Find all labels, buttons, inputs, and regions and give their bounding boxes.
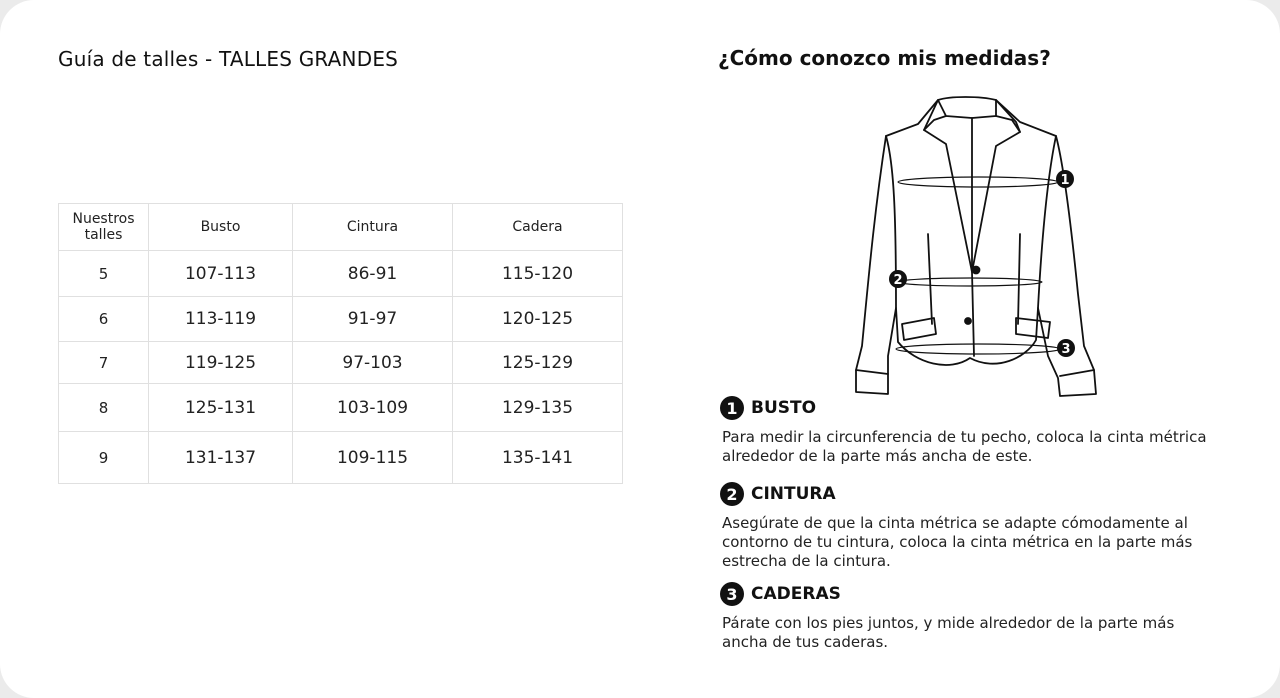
header-bust: Busto	[149, 204, 293, 251]
jacket-front-line	[972, 272, 974, 356]
size-cell: 9	[59, 432, 149, 484]
waist-section	[720, 482, 1230, 571]
jacket-collar	[938, 100, 996, 118]
svg-text:3: 3	[1061, 342, 1071, 357]
jacket-button	[973, 267, 980, 274]
hip-cell: 115-120	[453, 251, 623, 297]
waist-description: Asegúrate de que la cinta métrica se adapte cómodamente al contorno de tu cintura, coloca la cinta métrica en la parte más estrecha de la cintura.	[722, 514, 1193, 570]
bust-marker	[1056, 170, 1074, 188]
hip-heading	[720, 582, 1220, 606]
svg-text:2: 2	[893, 273, 903, 288]
bust-cell: 125-131	[149, 384, 293, 432]
waist-marker	[889, 270, 907, 288]
bust-cell: 113-119	[149, 297, 293, 342]
waist-cell: 91-97	[293, 297, 453, 342]
hip-number: 3	[720, 582, 744, 606]
bust-cell: 119-125	[149, 342, 293, 384]
table-row	[59, 251, 623, 297]
hip-title: CADERAS	[751, 584, 841, 604]
hip-cell: 125-129	[453, 342, 623, 384]
jacket-icon	[850, 94, 1102, 398]
waist-cell: 97-103	[293, 342, 453, 384]
table-row	[59, 384, 623, 432]
bust-description: Para medir la circunferencia de tu pecho, coloca la cinta métrica alrededor de la parte más ancha de este.	[722, 428, 1207, 465]
header-hip: Cadera	[453, 204, 623, 251]
table-row	[59, 297, 623, 342]
hip-cell: 129-135	[453, 384, 623, 432]
size-guide-title: Guía de talles - TALLES GRANDES	[58, 47, 399, 71]
table-row	[59, 342, 623, 384]
how-to-measure-title: ¿Cómo conozco mis medidas?	[718, 46, 1051, 70]
table-header-row	[59, 204, 623, 251]
header-waist: Cintura	[293, 204, 453, 251]
bust-section	[720, 396, 1250, 466]
table-row	[59, 432, 623, 484]
hip-marker	[1057, 339, 1075, 357]
waist-cell: 103-109	[293, 384, 453, 432]
bust-cell: 107-113	[149, 251, 293, 297]
waist-cell: 86-91	[293, 251, 453, 297]
bust-cell: 131-137	[149, 432, 293, 484]
bust-number: 1	[720, 396, 744, 420]
bust-measure-line	[898, 177, 1058, 187]
waist-heading	[720, 482, 1230, 506]
hip-measure-line	[896, 344, 1060, 354]
bust-title: BUSTO	[751, 398, 817, 418]
size-cell: 8	[59, 384, 149, 432]
right-pocket	[1016, 318, 1050, 338]
right-sleeve-seam	[1038, 136, 1056, 308]
svg-text:1: 1	[1060, 173, 1070, 188]
hip-cell: 120-125	[453, 297, 623, 342]
jacket-button	[965, 318, 971, 324]
left-pocket	[902, 318, 936, 340]
size-table	[58, 203, 623, 484]
bust-heading	[720, 396, 1250, 420]
hip-description: Párate con los pies juntos, y mide alrededor de la parte más ancha de tus caderas.	[722, 614, 1175, 651]
waist-measure-line	[898, 278, 1042, 286]
jacket-cuffs	[856, 370, 1094, 376]
waist-title: CINTURA	[751, 484, 836, 504]
size-cell: 7	[59, 342, 149, 384]
hip-cell: 135-141	[453, 432, 623, 484]
hip-section	[720, 582, 1220, 652]
size-cell: 6	[59, 297, 149, 342]
waist-number: 2	[720, 482, 744, 506]
waist-cell: 109-115	[293, 432, 453, 484]
size-cell: 5	[59, 251, 149, 297]
header-sizes: Nuestros talles	[59, 204, 149, 251]
